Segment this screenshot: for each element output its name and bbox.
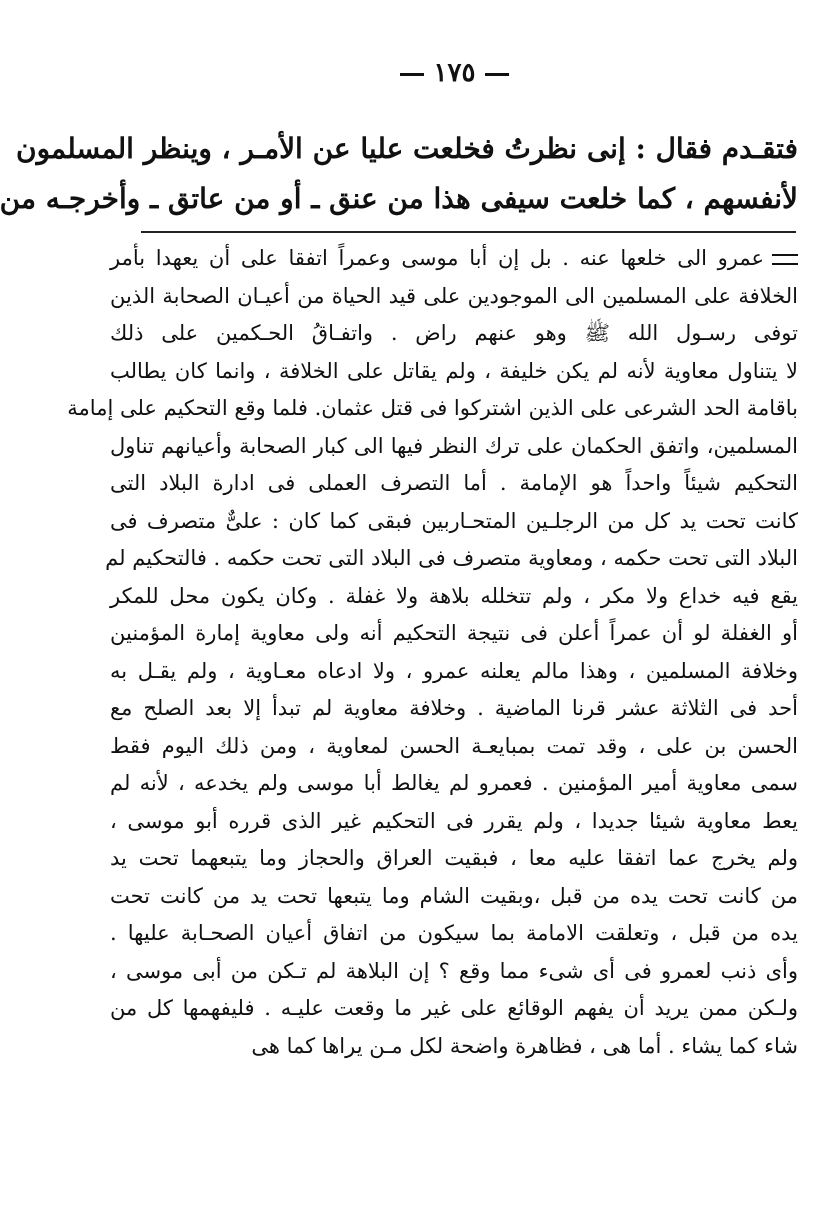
footnote-line: أو الغفلة لو أن عمراً أعلن فى نتيجة التحكيم أنه ولى معاوية إمارة المؤمنين [110,621,798,645]
footnote-line: يقع فيه خداع ولا مكر ، ولم تتخلله بلاهة ولا غفلة . وكان يكون محل للمكر [110,583,798,608]
footnote-line: البلاد التى تحت حكمه ، ومعاوية متصرف فى البلاد التى تحت حكمه . فالتحكيم لم [105,546,798,570]
footnote-line: الخلافة على المسلمين الى الموجودين على قيد الحياة من أعيـان الصحابة الذين [110,283,798,308]
footnote-line: ولـكن ممن يريد أن يفهم الوقائع على غير ما وقعت عليـه . فليفهمها كل من [110,996,798,1020]
footnote-continuation-mark [772,254,798,265]
footnote-line: شاء كما يشاء . أما هى ، فظاهرة واضحة لكل مـن يراها كما هى [251,1033,798,1058]
footnote-line [110,240,798,278]
footnote-line: أحد فى الثلاثة عشر قرنا الماضية . وخلافة معاوية لم تبدأ إلا بعد الصلح مع [110,696,798,720]
main-text-line: فتقـدم فقال : إنى نظرتُ فخلعت عليا عن الأمـر ، وينظر المسلمون [16,132,798,165]
footnote-line: باقامة الحد الشرعى على الذين اشتركوا فى قتل عثمان. فلما وقع التحكيم على إمامة [67,396,798,420]
footnote-line: توفى رسـول الله ﷺ وهو عنهم راض . واتفـاقُ الحـكمين على ذلك [110,321,798,345]
footnote-line: ولم يخرج عما اتفقا عليه معا ، فبقيت العراق والحجاز وما يتبعهما تحت يد [110,846,799,870]
footnote-line: التحكيم شيئاً واحداً هو الإمامة . أما التصرف العملى فى ادارة البلاد التى [110,471,798,495]
main-text-line: لأنفسهم ، كما خلعت سيفى هذا من عنق ـ أو من عاتق ـ وأخرجـه من [0,182,798,215]
footnote-line: سمى معاوية أمير المؤمنين . فعمرو لم يغالط أبا موسى ولم يخدعه ، لأنه لم [110,771,798,795]
footnote-line: الحسن بن على ، وقد تمت بمبايعـة الحسن لمعاوية ، ومن ذلك اليوم فقط [110,733,798,758]
footnote [67,240,799,1065]
footnote-line: وخلافة المسلمين ، وهذا مالم يعلنه عمرو ، ولا ادعاه معـاوية ، ولم يقـل به [110,658,798,683]
footnote-line: وأى ذنب لعمرو فى أى شىء مما وقع ؟ إن البلاهة لم تـكن من أبى موسى ، [110,958,798,983]
page-number-dash-right [485,73,509,76]
page-number-dash-left [400,73,424,76]
page-number-value: ١٧٥ [433,58,476,88]
footnote-line: المسلمين، واتفق الحكمان على ترك النظر فيها الى كبار الصحابة وأعيانهم تناول [110,433,798,458]
footnote-line: من كانت تحت يده من قبل ،وبقيت الشام وما يتبعها تحت يد من كانت تحت [110,883,798,908]
footnote-separator [141,231,796,233]
page-number [71,58,838,88]
footnote-line: كانت تحت يد كل من الرجلـين المتحـاربين فبقى كما كان : علىٌّ متصرف فى [110,508,798,533]
footnote-line: يده من قبل ، وتعلقت الامامة بما سيكون من اتفاق أعيان الصحـابة عليها . [110,921,798,945]
footnote-line: يعط معاوية شيئا جديدا ، ولم يقرر فى التحكيم غير الذى قرره أبو موسى ، [110,808,798,833]
footnote-line-text: عمرو الى خلعها عنه . بل إن أبا موسى وعمراً اتفقا على أن يعهدا بأمر [110,246,764,270]
footnote-line: لا يتناول معاوية لأنه لم يكن خليفة ، ولم يقاتل على الخلافة ، وانما كان يطالب [110,358,798,383]
main-text [0,124,798,224]
